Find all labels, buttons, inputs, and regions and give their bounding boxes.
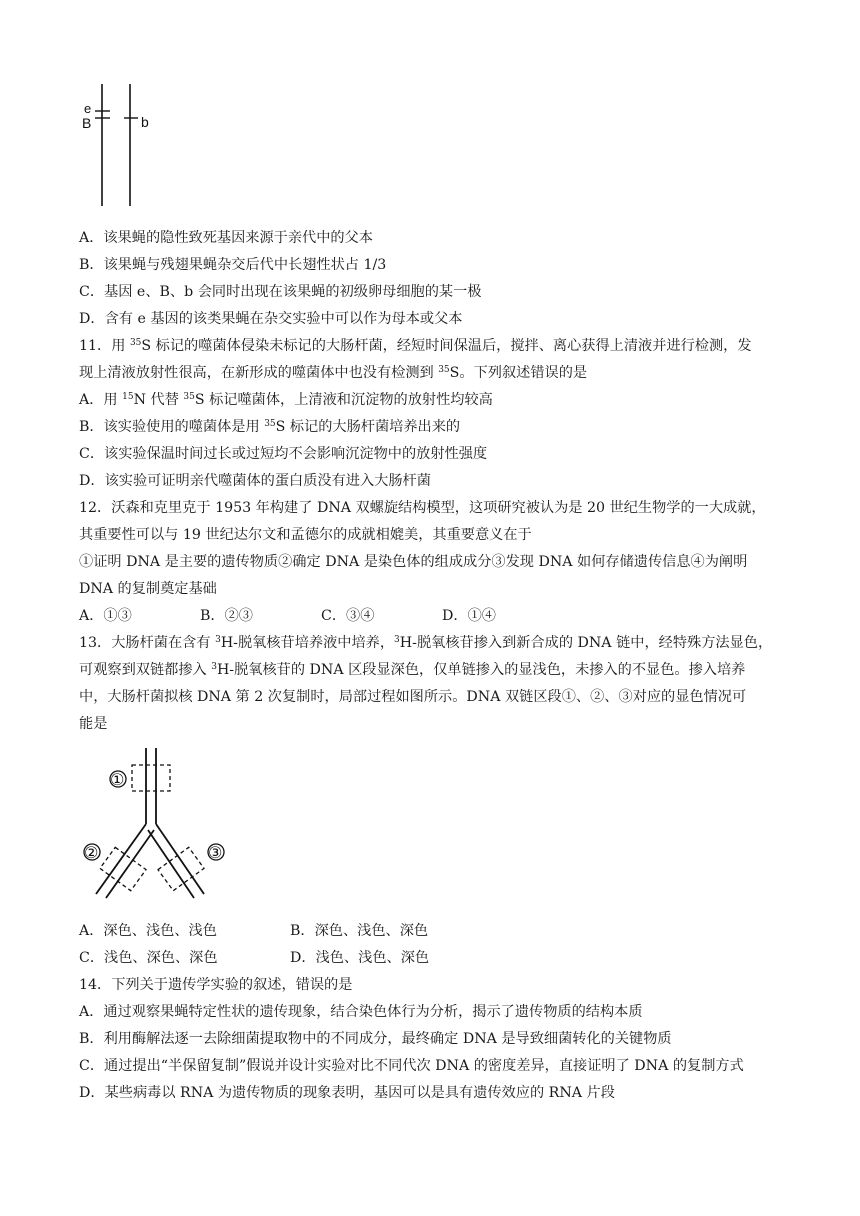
q11-option-a: A．用 $^{15}$N 代替 $^{35}$S 标记噬菌体，上清液和沉淀物的放射性均较高 xyxy=(79,392,493,408)
region-2-box xyxy=(100,847,146,890)
q12-option-a: A．①③ xyxy=(79,608,132,624)
chromosome-figure xyxy=(80,78,170,210)
q12-option-d: D．①④ xyxy=(442,608,496,624)
q14-option-b: B．利用酶解法逐一去除细菌提取物中的不同成分，最终确定 DNA 是导致细菌转化的关键物质 xyxy=(79,1031,672,1047)
q13-option-c: C．浅色、深色、深色 xyxy=(79,950,218,966)
q11-stem-line1: 11．用 $^{35}$S 标记的噬菌体侵染未标记的大肠杆菌，经短时间保温后，搅拌、离心获得上清液并进行检测，发 xyxy=(79,338,752,354)
q13-option-d: D．浅色、浅色、深色 xyxy=(290,950,430,966)
q11-option-c: C．该实验保温时间过长或过短均不会影响沉淀物中的放射性强度 xyxy=(79,446,488,462)
region-label-3: ③ xyxy=(208,843,223,862)
gene-label-b: b xyxy=(141,114,149,130)
q13-option-a: A．深色、浅色、浅色 xyxy=(79,923,217,939)
q11-option-b: B．该实验使用的噬菌体是用 $^{35}$S 标记的大肠杆菌培养出来的 xyxy=(79,419,461,435)
daughter-left-outer xyxy=(96,824,146,894)
q10-option-a: A．该果蝇的隐性致死基因来源于亲代中的父本 xyxy=(79,230,373,246)
q12-option-b: B．②③ xyxy=(200,608,253,624)
q10-option-c: C．基因 e、B、b 会同时出现在该果蝇的初级卵母细胞的某一极 xyxy=(79,284,482,300)
replication-fork-figure xyxy=(82,744,242,904)
region-1-box xyxy=(132,765,170,791)
q14-option-c: C．通过提出“半保留复制”假说并设计实验对比不同代次 DNA 的密度差异，直接证明了 DNA 的复制方式 xyxy=(79,1058,744,1074)
gene-label-e: e xyxy=(84,101,92,116)
q12-stem-line2: 其重要性可以与 19 世纪达尔文和孟德尔的成就相媲美，其重要意义在于 xyxy=(79,527,532,543)
q14-option-d: D．某些病毒以 RNA 为遗传物质的现象表明，基因可以是具有遗传效应的 RNA 片段 xyxy=(79,1085,615,1101)
q13-option-b: B．深色、浅色、深色 xyxy=(290,923,429,939)
q13-stem-line1: 13．大肠杆菌在含有 $^3$H-脱氧核苷培养液中培养，$^3$H-脱氧核苷掺入到新合成的 DNA 链中，经特殊方法显色， xyxy=(79,635,773,651)
q13-stem-line2: 可观察到双链都掺入 $^3$H-脱氧核苷的 DNA 区段显深色，仅单链掺入的显浅色，未掺入的不显色。掺入培养 xyxy=(79,662,746,678)
q13-stem-line4: 能是 xyxy=(79,716,108,732)
q14-option-a: A．通过观察果蝇特定性状的遗传现象，结合染色体行为分析，揭示了遗传物质的结构本质 xyxy=(79,1004,643,1020)
q12-stem-line1: 12．沃森和克里克于 1953 年构建了 DNA 双螺旋结构模型，这项研究被认为是 20 世纪生物学的一大成就， xyxy=(79,500,766,516)
region-label-2: ② xyxy=(84,843,99,862)
q12-option-c: C．③④ xyxy=(321,608,375,624)
region-label-1: ① xyxy=(110,770,125,789)
q10-option-b: B．该果蝇与残翅果蝇杂交后代中长翅性状占 1/3 xyxy=(79,257,387,273)
q10-option-d: D．含有 e 基因的该类果蝇在杂交实验中可以作为母本或父本 xyxy=(79,311,463,327)
q12-stem-line3: ①证明 DNA 是主要的遗传物质②确定 DNA 是染色体的组成成分③发现 DNA 如何存储遗传信息④为阐明 xyxy=(79,554,748,570)
q11-stem-line2: 现上清液放射性很高，在新形成的噬菌体中也没有检测到 $^{35}$S。下列叙述错误的是 xyxy=(79,365,588,381)
q11-option-d: D．该实验可证明亲代噬菌体的蛋白质没有进入大肠杆菌 xyxy=(79,473,431,489)
q12-stem-line4: DNA 的复制奠定基础 xyxy=(79,581,217,597)
q13-stem-line3: 中，大肠杆菌拟核 DNA 第 2 次复制时，局部过程如图所示。DNA 双链区段①、②、③对应的显色情况可 xyxy=(79,689,747,705)
gene-label-B: B xyxy=(82,115,92,131)
daughter-left-inner xyxy=(106,830,154,898)
q14-stem: 14．下列关于遗传学实验的叙述，错误的是 xyxy=(79,977,353,993)
